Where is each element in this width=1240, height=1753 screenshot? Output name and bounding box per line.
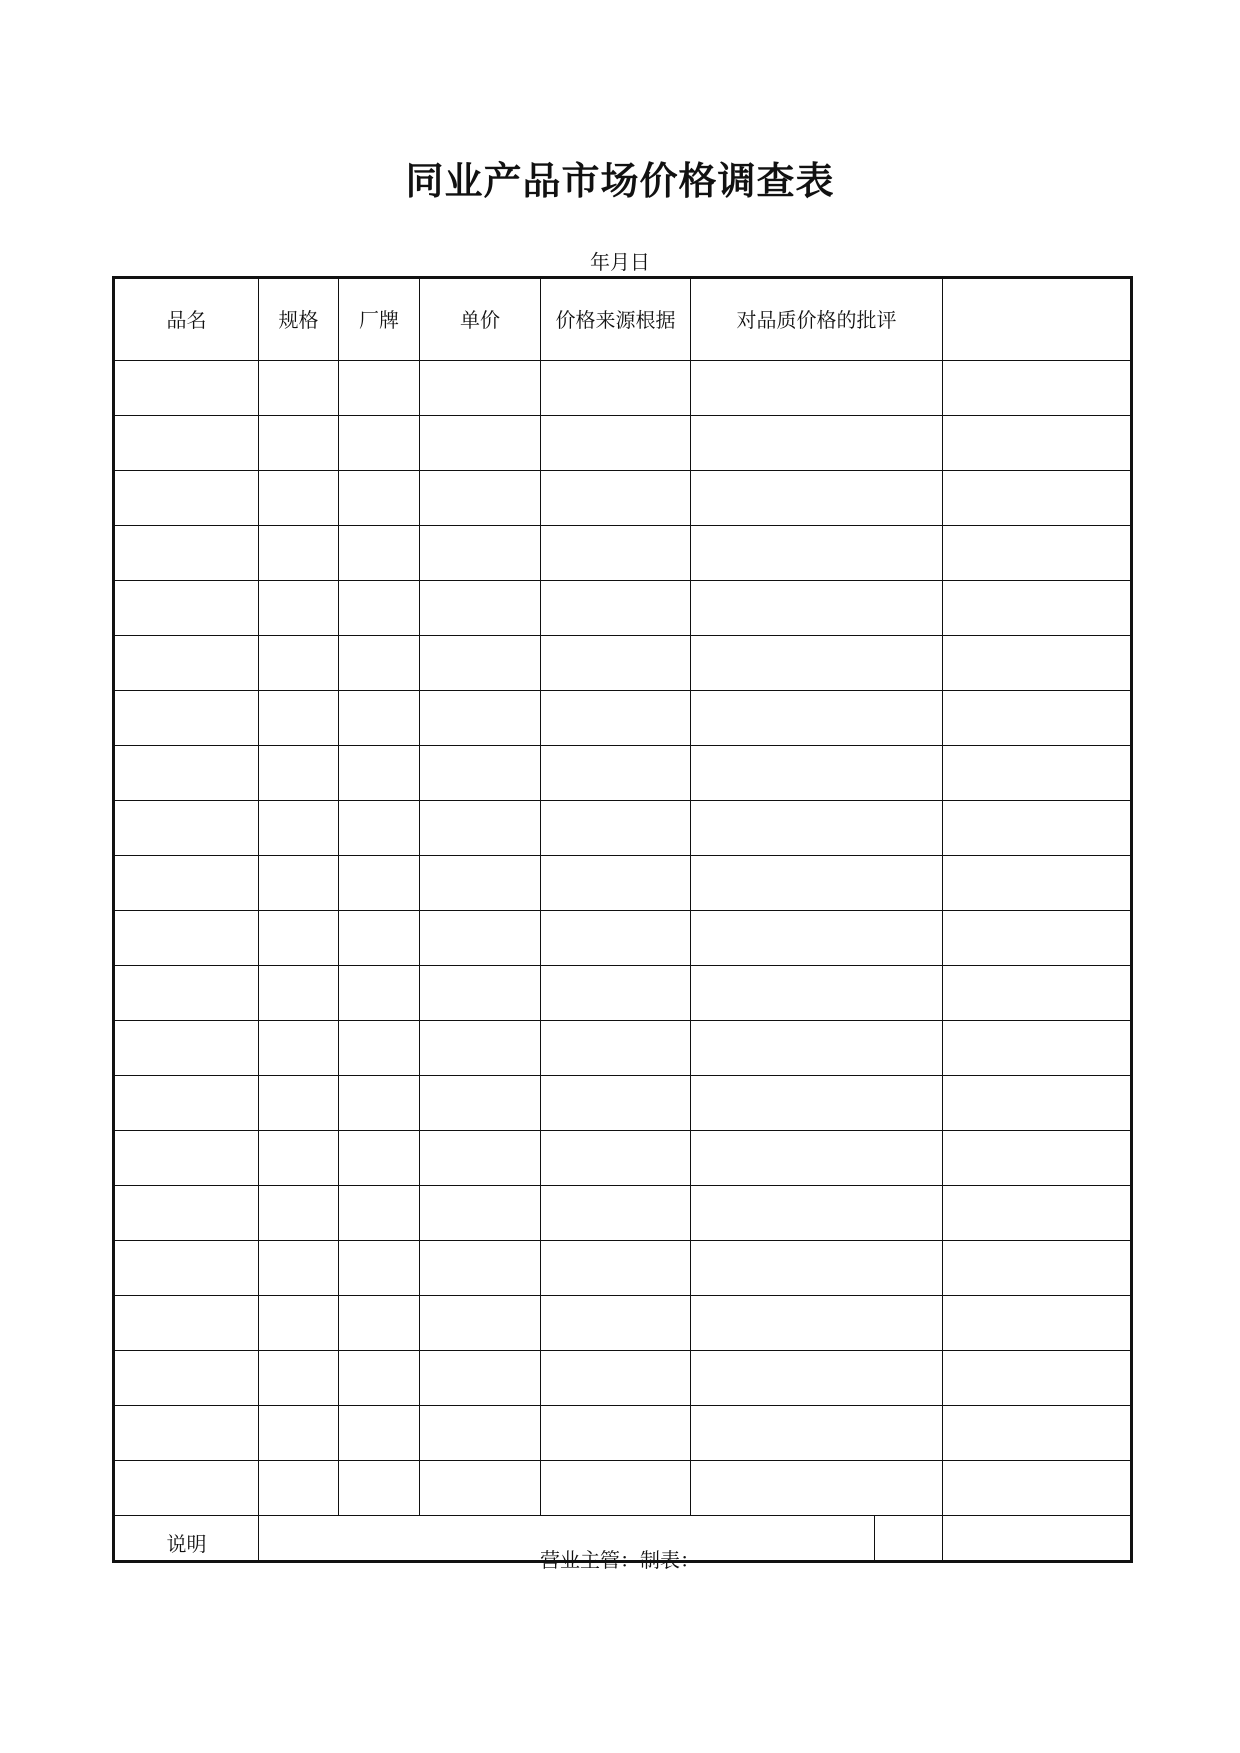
table-cell[interactable] <box>259 1241 339 1296</box>
table-cell[interactable] <box>114 801 259 856</box>
table-row <box>114 911 1132 966</box>
table-row <box>114 1186 1132 1241</box>
col-header-quality-review: 对品质价格的批评 <box>691 278 943 361</box>
table-cell[interactable] <box>541 911 691 966</box>
table-cell[interactable] <box>541 1351 691 1406</box>
table-cell[interactable] <box>114 1131 259 1186</box>
table-cell[interactable] <box>259 966 339 1021</box>
table-cell[interactable] <box>114 746 259 801</box>
col-header-blank <box>943 278 1132 361</box>
table-cell[interactable] <box>259 1406 339 1461</box>
table-cell[interactable] <box>420 471 541 526</box>
table-cell[interactable] <box>943 636 1132 691</box>
table-cell[interactable] <box>691 1076 943 1131</box>
table-cell[interactable] <box>339 691 420 746</box>
col-header-price-source <box>541 278 691 361</box>
table-cell[interactable] <box>420 966 541 1021</box>
table-cell[interactable] <box>339 801 420 856</box>
table-cell[interactable] <box>420 1241 541 1296</box>
table-cell[interactable] <box>114 416 259 471</box>
table-cell[interactable] <box>114 1076 259 1131</box>
table-cell[interactable] <box>339 1131 420 1186</box>
table-row <box>114 581 1132 636</box>
note-label: 说明 <box>114 1516 259 1562</box>
table-cell[interactable] <box>541 1461 691 1516</box>
table-cell[interactable] <box>943 1076 1132 1131</box>
col-header-brand: 厂牌 <box>339 278 420 361</box>
table-cell[interactable] <box>420 1076 541 1131</box>
table-cell[interactable] <box>541 746 691 801</box>
table-cell[interactable] <box>943 801 1132 856</box>
table-cell[interactable] <box>943 856 1132 911</box>
table-cell[interactable] <box>420 416 541 471</box>
table-row <box>114 526 1132 581</box>
table-cell[interactable] <box>259 416 339 471</box>
table-row <box>114 361 1132 416</box>
table-cell[interactable] <box>943 581 1132 636</box>
table-cell[interactable] <box>339 1241 420 1296</box>
table-cell[interactable] <box>541 1021 691 1076</box>
table-row <box>114 471 1132 526</box>
table-cell[interactable] <box>691 526 943 581</box>
table-row <box>114 856 1132 911</box>
table-cell[interactable] <box>691 1461 943 1516</box>
table-cell[interactable] <box>114 856 259 911</box>
table-cell[interactable] <box>259 1021 339 1076</box>
table-cell[interactable] <box>943 691 1132 746</box>
table-cell[interactable] <box>259 1351 339 1406</box>
table-row <box>114 1076 1132 1131</box>
table-cell[interactable] <box>691 1296 943 1351</box>
table-cell[interactable] <box>541 1186 691 1241</box>
table-cell[interactable] <box>420 856 541 911</box>
table-cell[interactable] <box>420 1131 541 1186</box>
table-cell[interactable] <box>114 526 259 581</box>
table-row <box>114 691 1132 746</box>
table-cell[interactable] <box>691 581 943 636</box>
table-cell[interactable] <box>943 1131 1132 1186</box>
table-cell[interactable] <box>691 471 943 526</box>
table-cell[interactable] <box>339 911 420 966</box>
table-cell[interactable] <box>114 691 259 746</box>
col-header-unit-price: 单价 <box>420 278 541 361</box>
table-cell[interactable] <box>114 1406 259 1461</box>
note-extra-cell[interactable] <box>943 1516 1132 1562</box>
table-cell[interactable] <box>420 911 541 966</box>
table-cell[interactable] <box>420 1461 541 1516</box>
table-cell[interactable] <box>541 1241 691 1296</box>
date-label: 年月日 <box>590 250 650 274</box>
table-cell[interactable] <box>259 1076 339 1131</box>
table-row <box>114 1241 1132 1296</box>
table-cell[interactable] <box>541 526 691 581</box>
table-row <box>114 636 1132 691</box>
table-cell[interactable] <box>339 416 420 471</box>
table-cell[interactable] <box>114 1296 259 1351</box>
table-cell[interactable] <box>691 416 943 471</box>
table-cell[interactable] <box>339 856 420 911</box>
table-cell[interactable] <box>420 1296 541 1351</box>
table-cell[interactable] <box>541 1296 691 1351</box>
table-cell[interactable] <box>259 856 339 911</box>
table-cell[interactable] <box>691 911 943 966</box>
table-cell[interactable] <box>259 1131 339 1186</box>
table-cell[interactable] <box>420 636 541 691</box>
table-cell[interactable] <box>541 691 691 746</box>
table-cell[interactable] <box>691 361 943 416</box>
table-row <box>114 801 1132 856</box>
page-title: 同业产品市场价格调查表 <box>405 158 835 203</box>
table-cell[interactable] <box>943 1021 1132 1076</box>
table-cell[interactable] <box>420 801 541 856</box>
table-row <box>114 1021 1132 1076</box>
table-cell[interactable] <box>339 1351 420 1406</box>
price-survey-table <box>112 276 1133 1563</box>
table-cell[interactable] <box>420 691 541 746</box>
table-row <box>114 1296 1132 1351</box>
supervisor-label: 营业主管： <box>540 1548 640 1572</box>
table-cell[interactable] <box>339 1296 420 1351</box>
table-cell[interactable] <box>420 581 541 636</box>
table-cell[interactable] <box>541 1131 691 1186</box>
col-header-spec: 规格 <box>259 278 339 361</box>
footer-signatures <box>520 1544 720 1573</box>
table-cell[interactable] <box>420 361 541 416</box>
table-cell[interactable] <box>114 636 259 691</box>
table-cell[interactable] <box>259 1186 339 1241</box>
table-cell[interactable] <box>114 1241 259 1296</box>
table-cell[interactable] <box>541 1406 691 1461</box>
table-cell[interactable] <box>259 361 339 416</box>
table-row <box>114 416 1132 471</box>
table-cell[interactable] <box>691 1351 943 1406</box>
price-source-label: 价格来源根据 <box>555 307 676 332</box>
table-cell[interactable] <box>943 746 1132 801</box>
table-cell[interactable] <box>339 1406 420 1461</box>
table-cell[interactable] <box>541 361 691 416</box>
table-cell[interactable] <box>259 911 339 966</box>
table-cell[interactable] <box>943 1186 1132 1241</box>
table-cell[interactable] <box>259 636 339 691</box>
table-cell[interactable] <box>259 691 339 746</box>
table-cell[interactable] <box>943 1406 1132 1461</box>
table-cell[interactable] <box>259 746 339 801</box>
table-cell[interactable] <box>541 856 691 911</box>
table-cell[interactable] <box>943 911 1132 966</box>
table-cell[interactable] <box>114 471 259 526</box>
table-cell[interactable] <box>114 361 259 416</box>
table-cell[interactable] <box>114 1461 259 1516</box>
table-cell[interactable] <box>114 1351 259 1406</box>
table-cell[interactable] <box>420 526 541 581</box>
table-cell[interactable] <box>943 1296 1132 1351</box>
table-cell[interactable] <box>943 361 1132 416</box>
table-cell[interactable] <box>339 966 420 1021</box>
table-cell[interactable] <box>420 1021 541 1076</box>
table-cell[interactable] <box>943 966 1132 1021</box>
table-cell[interactable] <box>420 746 541 801</box>
table-cell[interactable] <box>541 636 691 691</box>
table-cell[interactable] <box>339 746 420 801</box>
table-cell[interactable] <box>541 471 691 526</box>
table-cell[interactable] <box>691 1131 943 1186</box>
table-cell[interactable] <box>114 581 259 636</box>
table-cell[interactable] <box>114 1021 259 1076</box>
table-cell[interactable] <box>943 1241 1132 1296</box>
table-cell[interactable] <box>339 1461 420 1516</box>
table-cell[interactable] <box>339 471 420 526</box>
table-cell[interactable] <box>541 1076 691 1131</box>
table-cell[interactable] <box>114 911 259 966</box>
table-cell[interactable] <box>691 1186 943 1241</box>
table-cell[interactable] <box>691 1406 943 1461</box>
table-header-row <box>114 278 1132 361</box>
table-cell[interactable] <box>541 581 691 636</box>
table-cell[interactable] <box>339 526 420 581</box>
table-cell[interactable] <box>541 801 691 856</box>
table-cell[interactable] <box>114 966 259 1021</box>
table-cell[interactable] <box>943 1351 1132 1406</box>
table-cell[interactable] <box>339 636 420 691</box>
table-cell[interactable] <box>339 1076 420 1131</box>
table-row <box>114 1406 1132 1461</box>
table-cell[interactable] <box>943 526 1132 581</box>
table-cell[interactable] <box>691 746 943 801</box>
preparer-label: 制表： <box>640 1548 700 1572</box>
table-cell[interactable] <box>691 856 943 911</box>
table-cell[interactable] <box>259 471 339 526</box>
table-cell[interactable] <box>691 1241 943 1296</box>
table-cell[interactable] <box>114 1186 259 1241</box>
table-cell[interactable] <box>691 691 943 746</box>
table-cell[interactable] <box>259 801 339 856</box>
table-cell[interactable] <box>259 1296 339 1351</box>
table-row <box>114 1351 1132 1406</box>
table-cell[interactable] <box>541 416 691 471</box>
col-header-product-name: 品名 <box>114 278 259 361</box>
table-cell[interactable] <box>691 801 943 856</box>
table-row <box>114 1131 1132 1186</box>
table-cell[interactable] <box>339 361 420 416</box>
table-cell[interactable] <box>691 1021 943 1076</box>
table-cell[interactable] <box>339 581 420 636</box>
table-row <box>114 746 1132 801</box>
table-row <box>114 1461 1132 1516</box>
table-cell[interactable] <box>420 1186 541 1241</box>
table-cell[interactable] <box>541 966 691 1021</box>
table-cell[interactable] <box>943 416 1132 471</box>
table-cell[interactable] <box>339 1021 420 1076</box>
table-cell[interactable] <box>259 526 339 581</box>
table-row <box>114 966 1132 1021</box>
table-cell[interactable] <box>691 636 943 691</box>
table-cell[interactable] <box>420 1351 541 1406</box>
table-cell[interactable] <box>943 1461 1132 1516</box>
table-cell[interactable] <box>691 966 943 1021</box>
table-cell[interactable] <box>259 1461 339 1516</box>
table-cell[interactable] <box>420 1406 541 1461</box>
table-cell[interactable] <box>259 581 339 636</box>
table-cell[interactable] <box>339 1186 420 1241</box>
table-cell[interactable] <box>943 471 1132 526</box>
